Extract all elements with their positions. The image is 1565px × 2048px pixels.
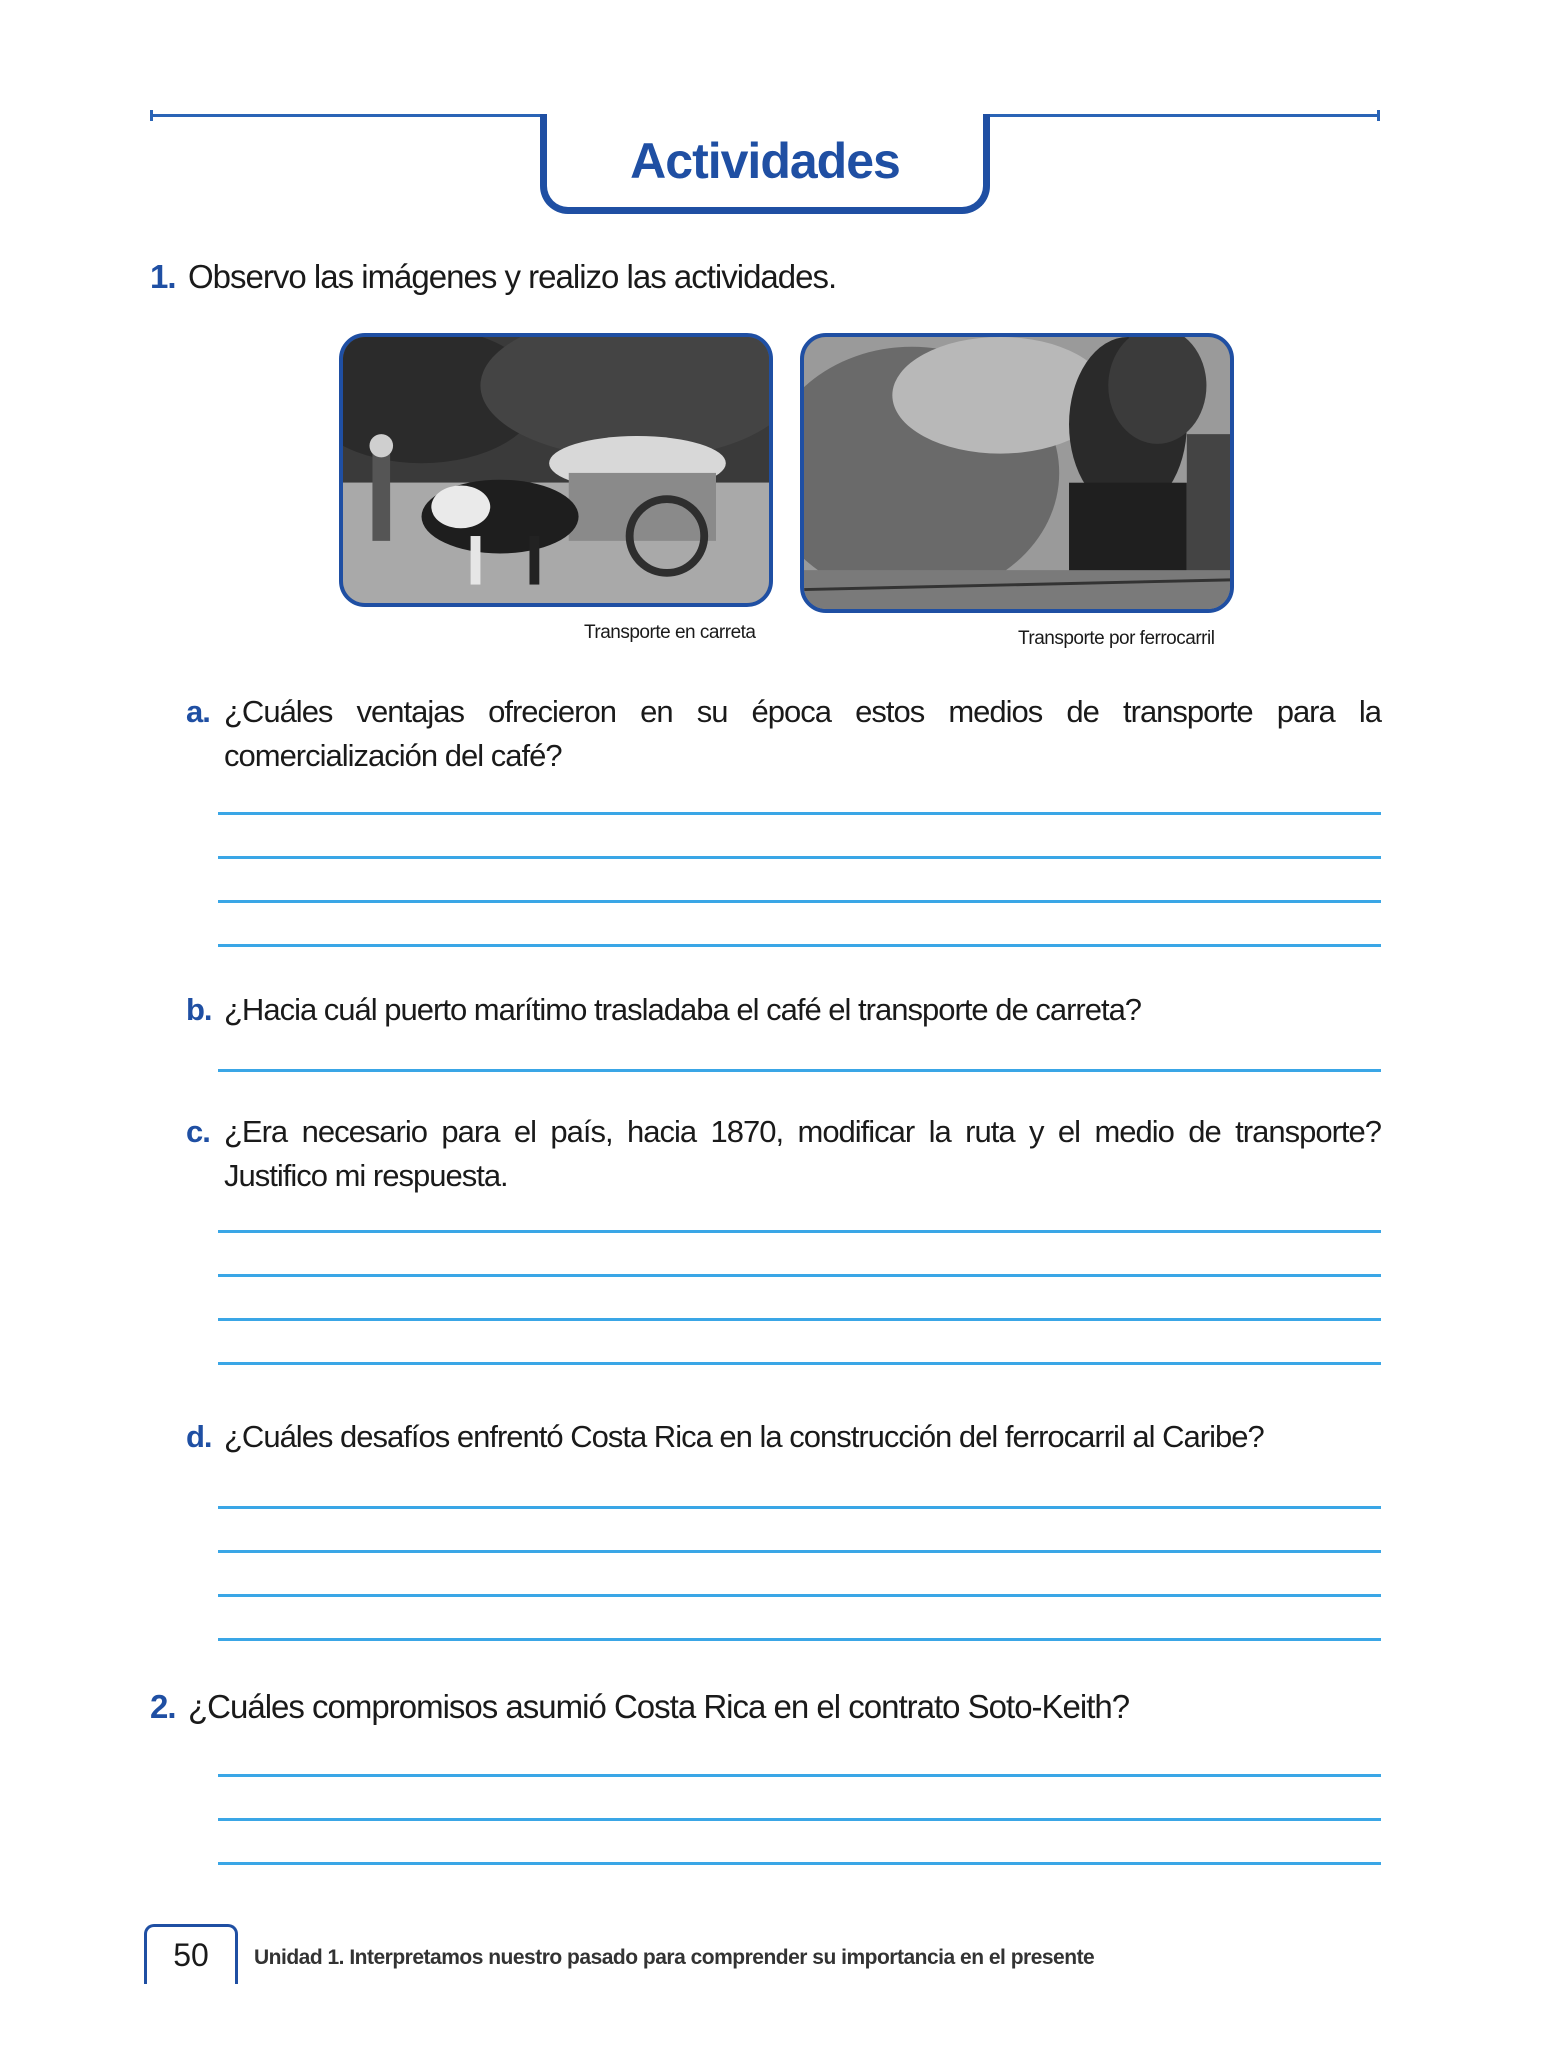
question-c-letter: c. [186,1114,210,1149]
question-b [186,988,1381,1032]
question-b-letter: b. [186,992,212,1027]
answer-line[interactable] [218,1818,1381,1821]
question-d [186,1415,1381,1459]
page-number: 50 [173,1937,209,1973]
answer-line[interactable] [218,1550,1381,1553]
answer-line[interactable] [218,1594,1381,1597]
train-photo [800,333,1234,613]
unit-footer: Unidad 1. Interpretamos nuestro pasado para comprender su importancia en el presente [254,1946,1095,1969]
activity-1-prompt [150,258,836,296]
question-d-text: ¿Cuáles desafíos enfrentó Costa Rica en la construcción del ferrocarril al Caribe? [224,1419,1264,1454]
question-d-letter: d. [186,1419,212,1454]
activity-1-text: Observo las imágenes y realizo las actividades. [188,258,837,295]
activity-1-number: 1. [150,258,176,295]
answer-line[interactable] [218,1274,1381,1277]
question-a [186,690,1381,778]
question-a-text: ¿Cuáles ventajas ofrecieron en su época estos medios de transporte para la comercialización del café? [224,694,1381,773]
answer-line[interactable] [218,900,1381,903]
train-caption: Transporte por ferrocarril [1018,628,1215,649]
activity-2-number: 2. [150,1688,176,1725]
answer-line[interactable] [218,1506,1381,1509]
answer-line[interactable] [218,1069,1381,1072]
answer-line[interactable] [218,812,1381,815]
page-title: Actividades [630,132,900,189]
question-c [186,1110,1381,1198]
question-c-text: ¿Era necesario para el país, hacia 1870, modificar la ruta y el medio de transporte? Justifico mi respuesta. [224,1114,1381,1193]
answer-line[interactable] [218,1318,1381,1321]
title-box [540,114,990,214]
activity-2-prompt [150,1688,1129,1726]
answer-line[interactable] [218,1230,1381,1233]
answer-line[interactable] [218,1638,1381,1641]
oxcart-photo [339,333,773,607]
answer-line[interactable] [218,856,1381,859]
question-b-text: ¿Hacia cuál puerto marítimo trasladaba el café el transporte de carreta? [224,992,1142,1027]
answer-line[interactable] [218,1862,1381,1865]
answer-line[interactable] [218,1362,1381,1365]
answer-line[interactable] [218,1774,1381,1777]
page-number-tab [144,1924,238,1984]
oxcart-caption: Transporte en carreta [584,622,756,643]
activity-2-text: ¿Cuáles compromisos asumió Costa Rica en el contrato Soto-Keith? [188,1688,1130,1725]
question-a-letter: a. [186,694,210,729]
answer-line[interactable] [218,944,1381,947]
